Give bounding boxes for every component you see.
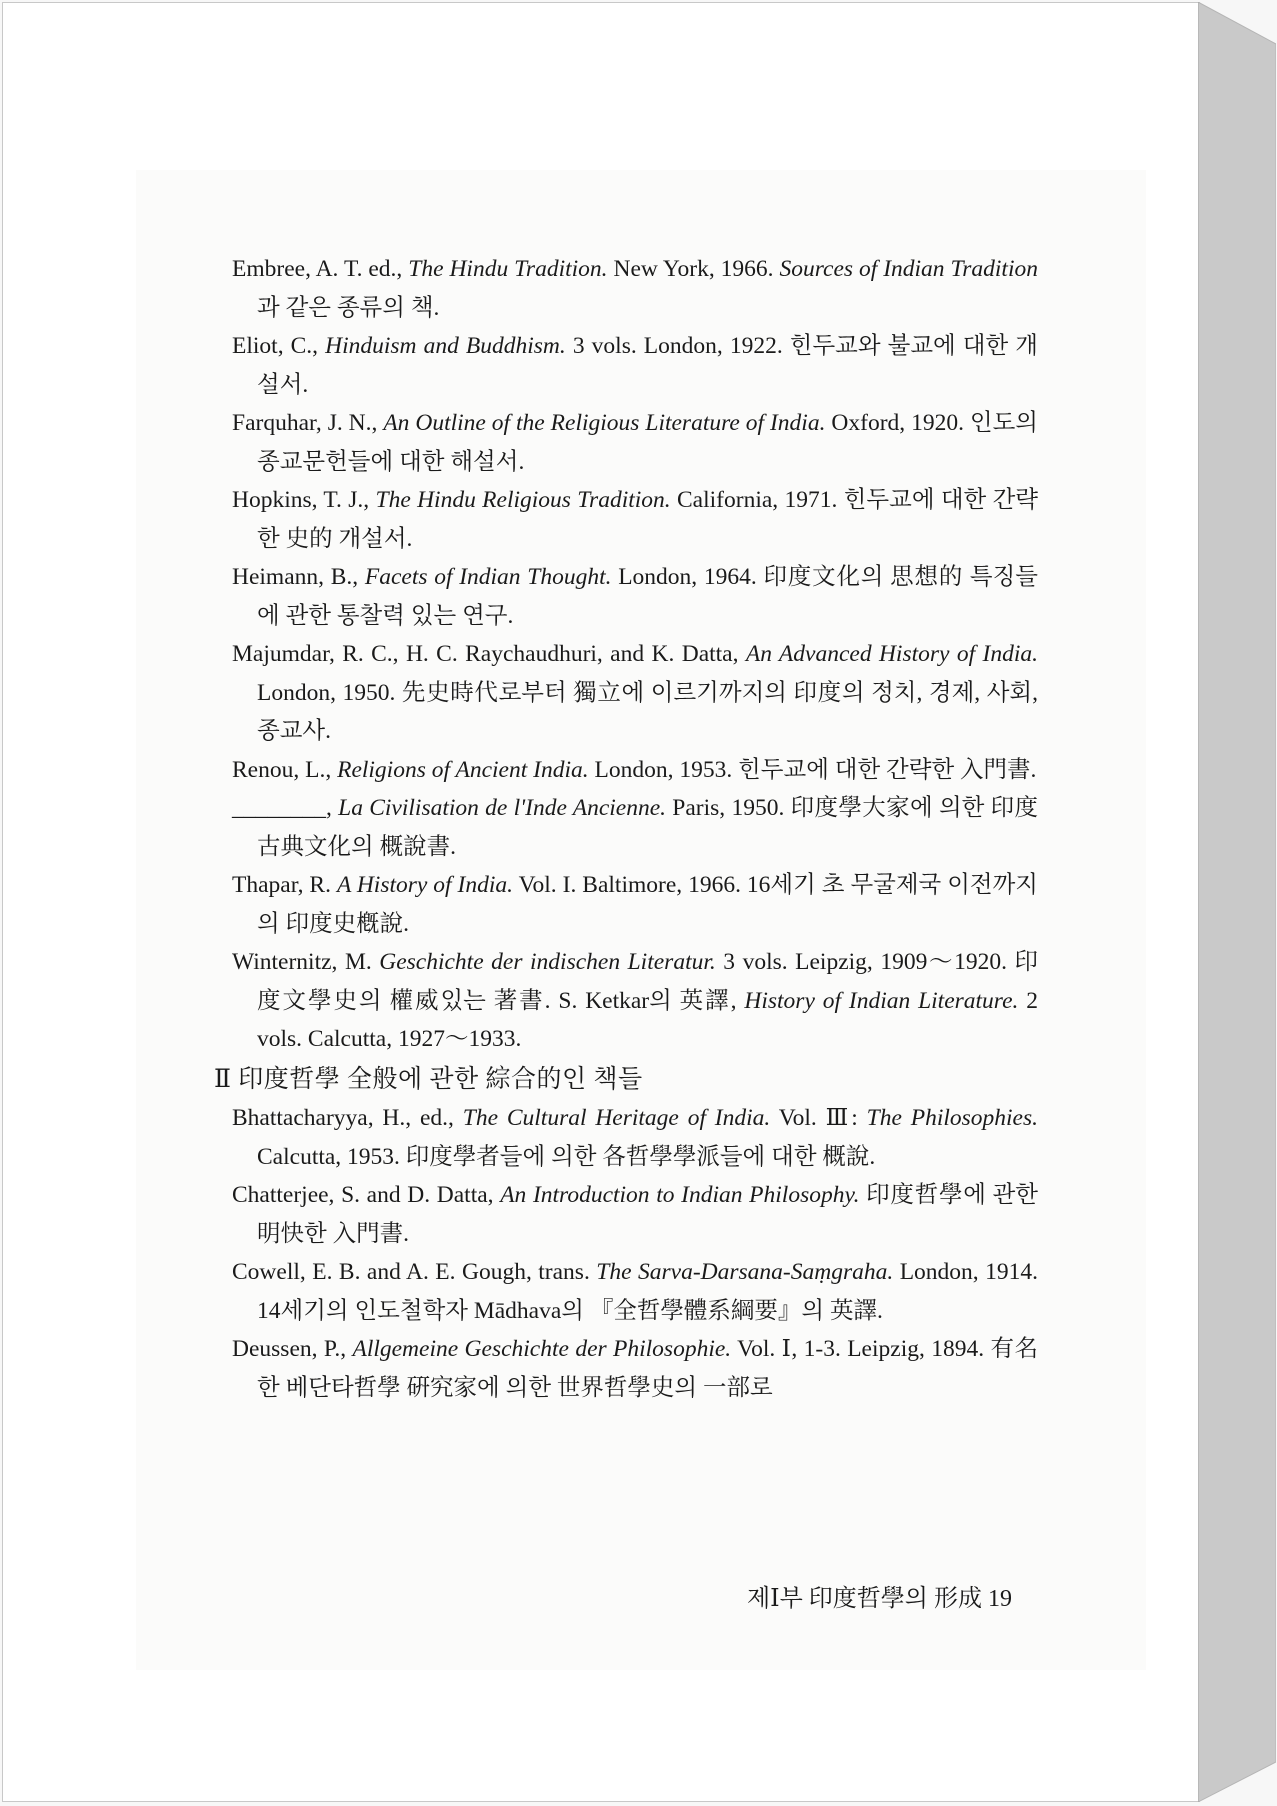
- entry-author: Cowell, E. B. and A. E. Gough, trans.: [232, 1259, 597, 1285]
- entry-author: Hopkins, T. J.,: [232, 487, 376, 513]
- entry-title: An Introduction to Indian Philosophy.: [500, 1182, 860, 1208]
- entry-title: An Outline of the Religious Literature of India.: [383, 410, 826, 436]
- bibliography-list-2: [232, 1099, 1038, 1407]
- entry-rest: 3 vols. Leipzig, 1909～1920. 印度文學史의 權威있는 著書. S. Ketkar의 英譯,: [257, 949, 1039, 1014]
- bibliography-entry: [232, 866, 1038, 943]
- page-edge-shading: [1198, 2, 1276, 1802]
- entry-rest: London, 1914. 14세기의 인도철학자 Mādhava의 『全哲學體系綱要』의 英譯.: [257, 1259, 1038, 1324]
- bibliography-entry: [232, 250, 1038, 327]
- entry-rest: New York, 1966.: [607, 256, 780, 282]
- bibliography-entry: [232, 1253, 1038, 1330]
- entry-title: The Cultural Heritage of India.: [462, 1105, 771, 1131]
- entry-title2: History of Indian Literature.: [744, 987, 1019, 1014]
- entry-title: Religions of Ancient India.: [337, 756, 589, 783]
- bibliography-entry: [232, 751, 1038, 790]
- bibliography: [214, 250, 1039, 1407]
- bibliography-list-1: [232, 250, 1038, 1059]
- entry-title: Geschichte der indischen Literatur.: [379, 949, 716, 975]
- bibliography-entry: [232, 481, 1038, 558]
- entry-rest2: Calcutta, 1953. 印度學者들에 의한 各哲學學派들에 대한 概說.: [257, 1143, 876, 1170]
- bibliography-entry: [232, 943, 1038, 1059]
- entry-rest: Vol. Ⅰ, 1-3. Leipzig, 1894. 有名한 베단타哲學 硏究家에 의한 世界哲學史의 一部로: [257, 1336, 1038, 1401]
- section-heading: Ⅱ 印度哲學 全般에 관한 綜合的인 책들: [214, 1065, 643, 1093]
- entry-rest: Vol. I. Baltimore, 1966. 16세기 초 무굴제국 이전까지의 印度史槪說.: [257, 872, 1039, 937]
- entry-author: Thapar, R.: [232, 872, 337, 898]
- entry-title: The Hindu Religious Tradition.: [375, 487, 671, 513]
- entry-author: Chatterjee, S. and D. Datta,: [232, 1182, 501, 1208]
- bibliography-entry: [232, 635, 1038, 751]
- entry-title: Allgemeine Geschichte der Philosophie.: [352, 1336, 732, 1362]
- entry-title: The Sarva-Darsana-Saṃgraha.: [596, 1259, 894, 1285]
- bibliography-entry: [232, 1099, 1038, 1176]
- entry-author: Majumdar, R. C., H. C. Raychaudhuri, and K. Datta,: [232, 641, 746, 667]
- entry-rest2: 2 vols. Calcutta, 1927～1933.: [257, 987, 1038, 1052]
- entry-title: An Advanced History of India.: [745, 641, 1038, 667]
- entry-author: Embree, A. T. ed.,: [232, 256, 409, 282]
- entry-rest: Oxford, 1920. 인도의 종교문헌들에 대한 해설서.: [257, 410, 1038, 475]
- entry-rest: London, 1953. 힌두교에 대한 간략한 入門書.: [588, 756, 1037, 783]
- entry-author: Heimann, B.,: [232, 564, 365, 590]
- entry-author: Renou, L.,: [232, 756, 338, 783]
- entry-rest: California, 1971. 힌두교에 대한 간략한 史的 개설서.: [257, 487, 1038, 552]
- entry-rest: 3 vols. London, 1922. 힌두교와 불교에 대한 개설서.: [257, 333, 1038, 398]
- entry-title: Facets of Indian Thought.: [364, 564, 612, 590]
- entry-rest: Vol. Ⅲ:: [770, 1105, 867, 1131]
- entry-author: Winternitz, M.: [232, 949, 380, 975]
- bibliography-entry: [232, 1176, 1038, 1253]
- entry-title2: The Philosophies.: [866, 1105, 1038, 1131]
- entry-author: Bhattacharyya, H., ed.,: [232, 1105, 463, 1131]
- entry-title: Hinduism and Buddhism.: [325, 333, 566, 359]
- bibliography-entry: [232, 558, 1038, 635]
- bibliography-entry: [232, 327, 1038, 404]
- entry-title: The Hindu Tradition.: [408, 256, 608, 282]
- entry-author: Farquhar, J. N.,: [232, 410, 384, 436]
- entry-rest2: 과 같은 종류의 책.: [257, 294, 440, 321]
- entry-title: La Civilisation de l'Inde Ancienne.: [338, 795, 667, 821]
- entry-author: Eliot, C.,: [232, 333, 326, 359]
- entry-author: Deussen, P.,: [232, 1336, 353, 1362]
- entry-rest: London, 1950. 先史時代로부터 獨立에 이르기까지의 印度의 정치, 경제, 사회, 종교사.: [257, 679, 1038, 744]
- entry-title: A History of India.: [336, 872, 514, 898]
- entry-rest: London, 1964. 印度文化의 思想的 특징들에 관한 통찰력 있는 연구.: [257, 564, 1038, 629]
- entry-rest: Paris, 1950. 印度學大家에 의한 印度古典文化의 概說書.: [257, 795, 1038, 860]
- page-footer: 제Ⅰ부 印度哲學의 形成 19: [746, 1586, 1012, 1612]
- bibliography-entry: [232, 1330, 1038, 1407]
- bibliography-entry: [232, 404, 1038, 481]
- entry-rest: 印度哲學에 관한 明快한 入門書.: [257, 1182, 1039, 1247]
- entry-author: ________,: [232, 795, 339, 821]
- bibliography-entry: [232, 789, 1038, 866]
- entry-title2: Sources of Indian Tradition: [779, 256, 1038, 282]
